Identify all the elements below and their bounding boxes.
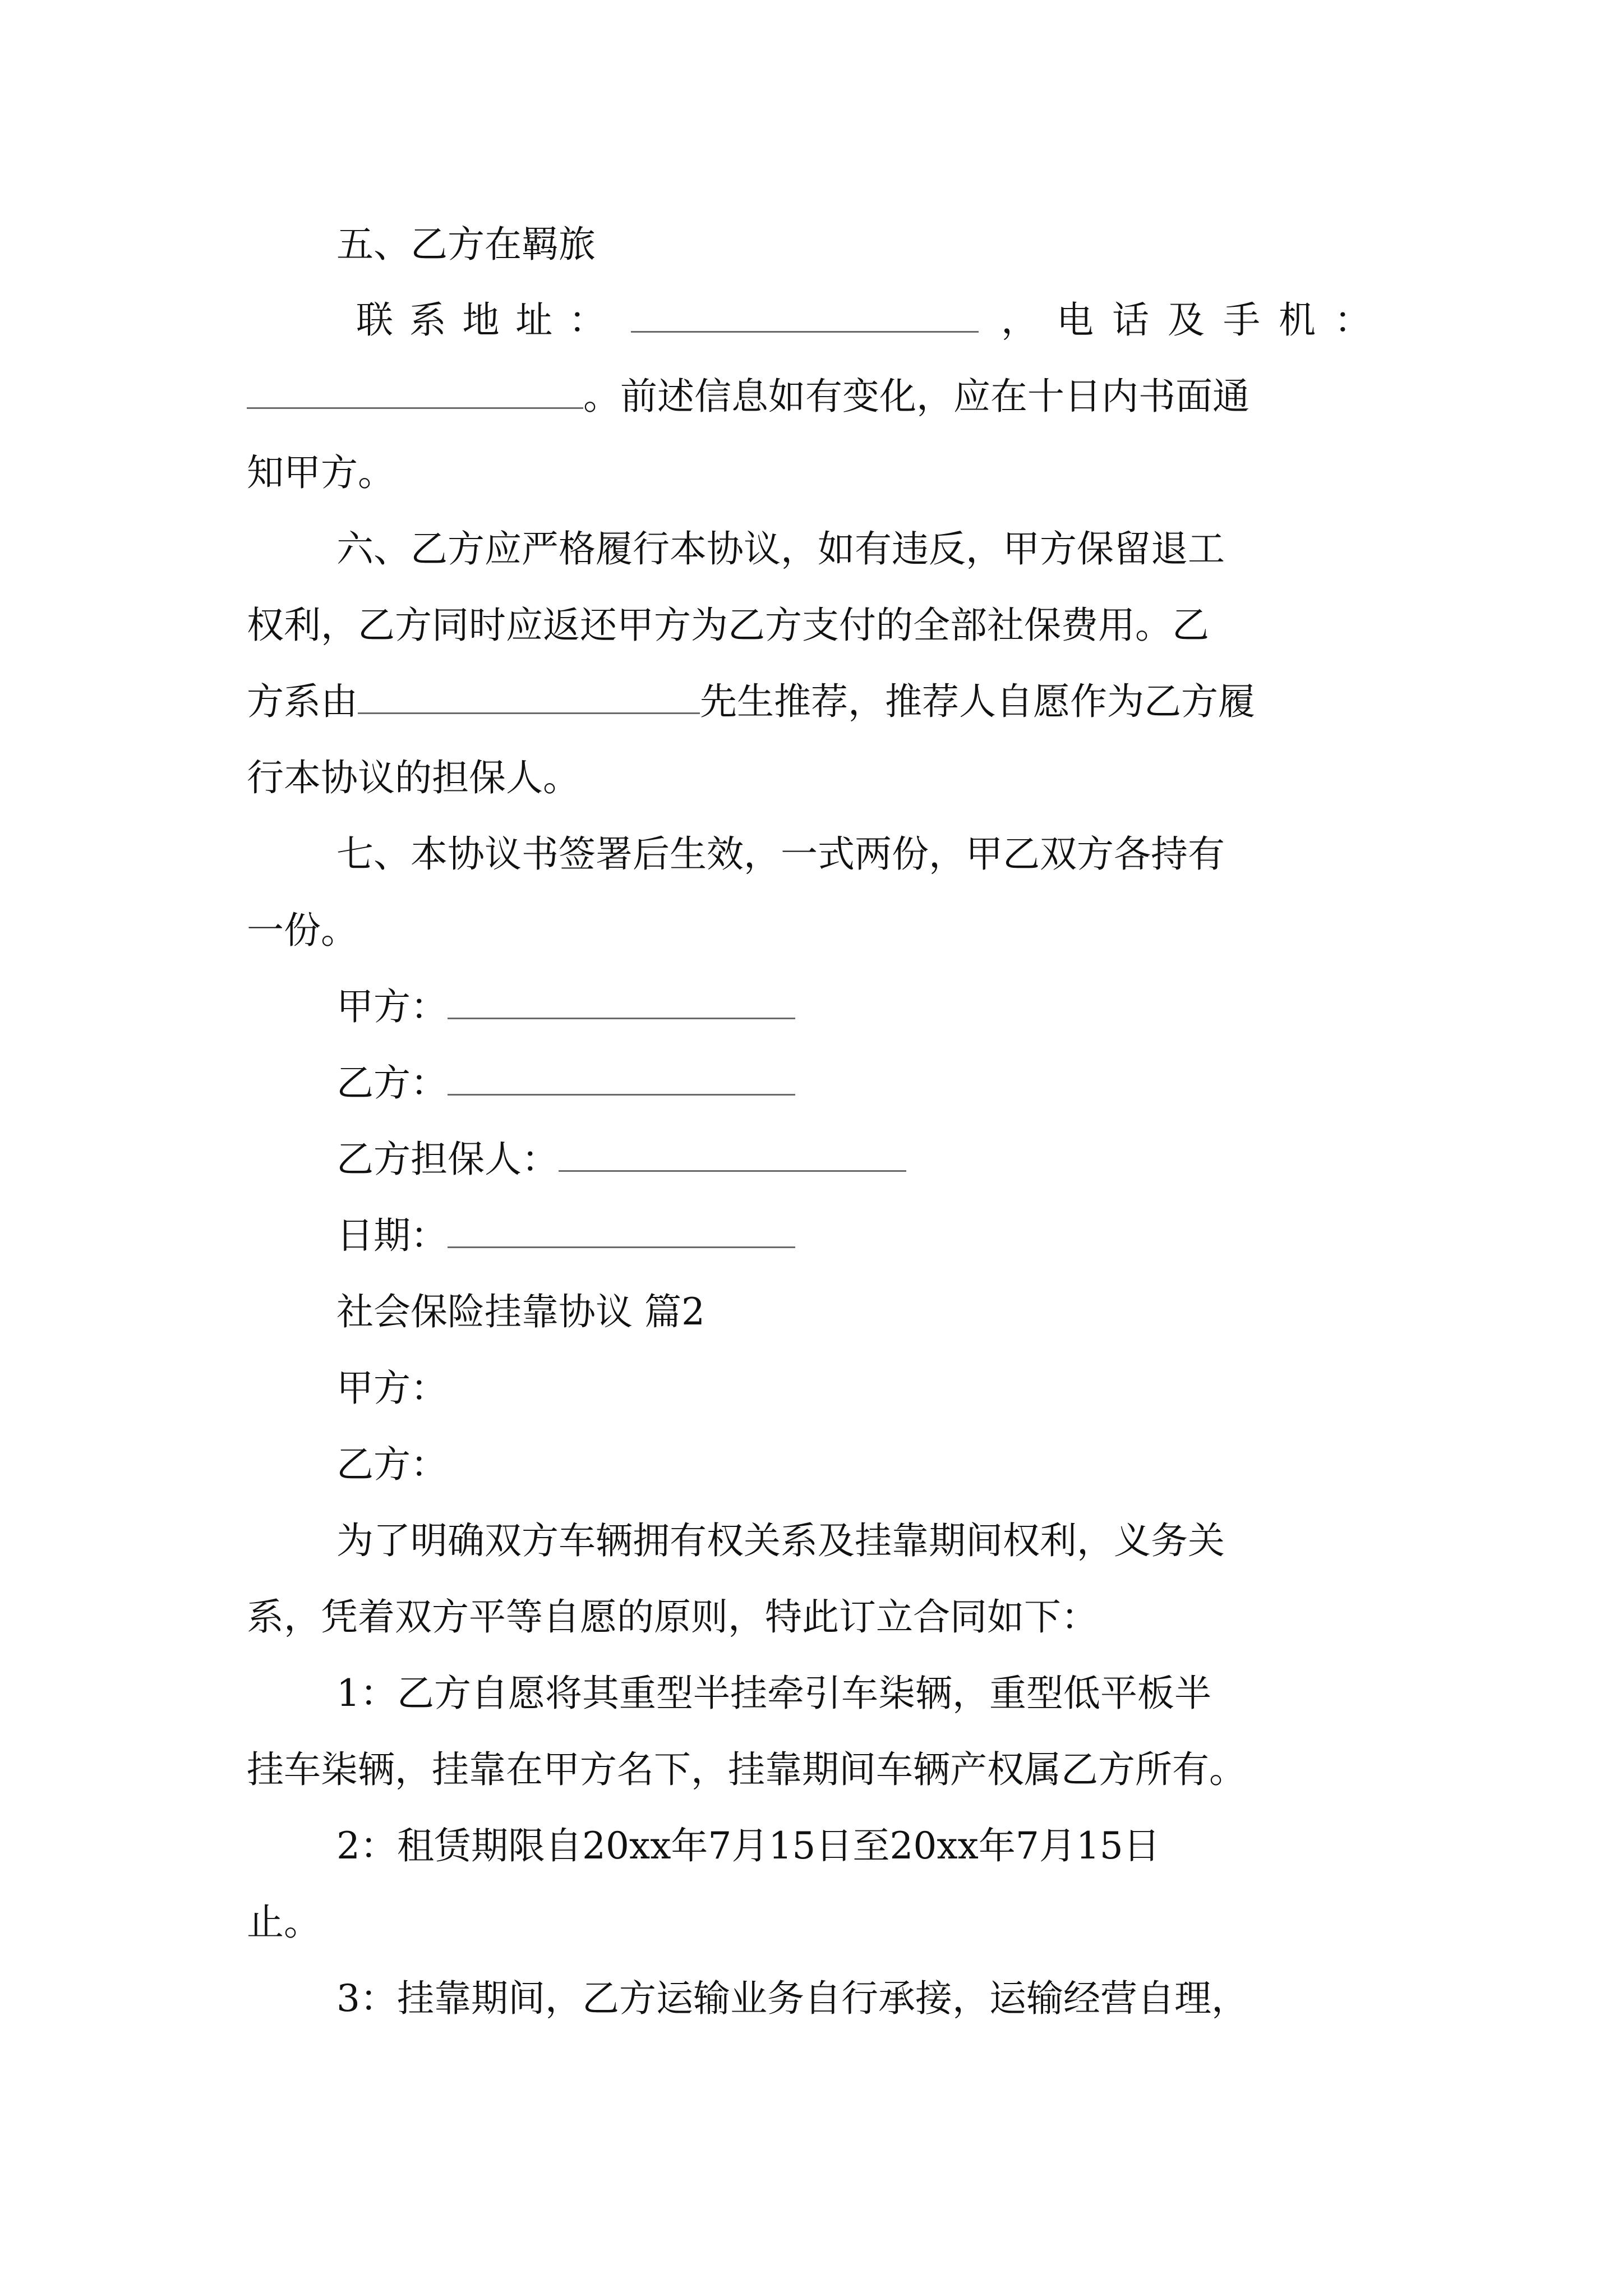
date-blank — [448, 1215, 795, 1248]
contact-address-line — [356, 298, 1388, 343]
referrer-prefix: 方系由 — [247, 680, 358, 723]
party-a-signature — [336, 984, 795, 1029]
referrer-blank — [358, 681, 700, 714]
contact-address-label: 联系地址： — [356, 298, 606, 342]
paragraph-line — [247, 679, 1255, 724]
referrer-suffix: 先生推荐，推荐人自愿作为乙方履 — [700, 680, 1255, 723]
party-b-signature — [336, 1061, 795, 1106]
clause-1-line: 1：乙方自愿将其重型半挂牵引车柒辆，重型低平板半 — [336, 1672, 1211, 1715]
section-5-heading: 五、乙方在羁旅 — [336, 223, 596, 266]
section-title: 社会保险挂靠协议 篇2 — [336, 1290, 705, 1333]
intro-line: 为了明确双方车辆拥有权关系及挂靠期间权利，义务关 — [336, 1519, 1225, 1562]
party-a-blank — [448, 986, 795, 1019]
phone-blank — [247, 376, 583, 409]
guarantor-blank — [559, 1139, 906, 1172]
section-7-line: 七、本协议书签署后生效，一式两份，甲乙双方各持有 — [336, 832, 1225, 876]
paragraph-line — [247, 374, 1249, 419]
date-signature — [336, 1213, 795, 1258]
clause-2-line: 2：租赁期限自20xx年7月15日至20xx年7月15日 — [336, 1824, 1160, 1867]
address-blank — [631, 300, 979, 333]
party-b-label: 乙方： — [336, 1061, 448, 1105]
paragraph-line: 行本协议的担保人。 — [247, 756, 580, 799]
paragraph-line: 权利，乙方同时应返还甲方为乙方支付的全部社保费用。乙 — [247, 604, 1209, 647]
party-a-label: 甲方： — [336, 985, 448, 1028]
guarantor-signature — [336, 1137, 906, 1182]
paragraph-line: 一份。 — [247, 909, 358, 952]
guarantor-label: 乙方担保人： — [336, 1138, 559, 1181]
party-b-heading: 乙方： — [336, 1443, 448, 1486]
paragraph-line: 止。 — [247, 1901, 321, 1944]
paragraph-line: 挂车柒辆，挂靠在甲方名下，挂靠期间车辆产权属乙方所有。 — [247, 1748, 1246, 1791]
section-6-line: 六、乙方应严格履行本协议，如有违反，甲方保留退工 — [336, 527, 1225, 570]
notice-text: 。前述信息如有变化，应在十日内书面通 — [583, 375, 1249, 418]
party-b-blank — [448, 1062, 795, 1096]
party-a-heading: 甲方： — [336, 1366, 448, 1410]
paragraph-line: 系，凭着双方平等自愿的原则，特此订立合同如下： — [247, 1595, 1098, 1639]
clause-3-line: 3：挂靠期间，乙方运输业务自行承接，运输经营自理， — [336, 1977, 1248, 2020]
paragraph-line: 知甲方。 — [247, 451, 395, 494]
date-label: 日期： — [336, 1214, 448, 1257]
phone-label: ，电话及手机： — [1001, 298, 1371, 342]
